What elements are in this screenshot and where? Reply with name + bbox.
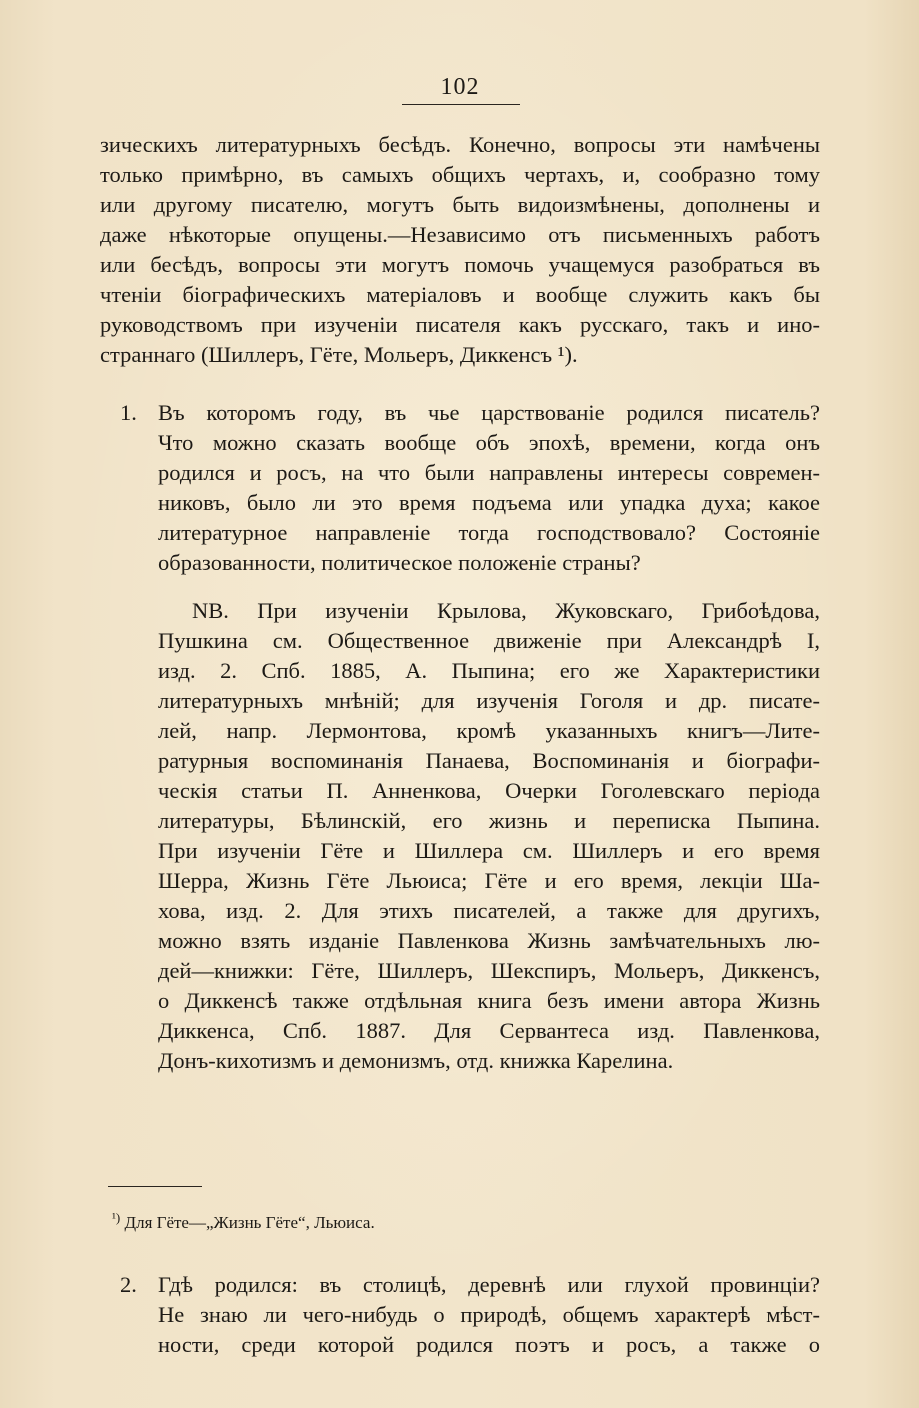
item-number: 1. (120, 400, 137, 425)
text-line: лей, напр. Лермонтова, кромѣ указанныхъ книгъ—Лите- (158, 718, 820, 743)
text-line: страннаго (Шиллеръ, Гёте, Мольеръ, Диккенсъ ¹). (100, 342, 578, 367)
footnote-text: Для Гёте—„Жизнь Гёте“, Льюиса. (124, 1213, 375, 1232)
text-line: литературы, Бѣлинскій, его жизнь и переписка Пыпина. (158, 808, 820, 833)
text-line: дей—книжки: Гёте, Шиллеръ, Шекспиръ, Мольеръ, Диккенсъ, (158, 958, 820, 983)
text-line: Шерра, Жизнь Гёте Льюиса; Гёте и его время, лекціи Ша- (158, 868, 820, 893)
header-rule (402, 104, 520, 105)
text-line: чтеніи біографическихъ матеріаловъ и вообще служить какъ бы (100, 282, 820, 307)
text-line: родился и росъ, на что были направлены интересы современ- (158, 460, 820, 485)
footnote-rule (108, 1186, 202, 1187)
item-number: 2. (120, 1272, 137, 1297)
text-line: изд. 2. Спб. 1885, А. Пыпина; его же Характеристики (158, 658, 820, 683)
text-line: или другому писателю, могутъ быть видоизмѣнены, дополнены и (100, 192, 820, 217)
text-line: Гдѣ родился: въ столицѣ, деревнѣ или глухой провинціи? (158, 1272, 820, 1297)
intro-paragraph (100, 130, 820, 370)
text-line: хова, изд. 2. Для этихъ писателей, а также для другихъ, (158, 898, 820, 923)
nb-note (100, 596, 820, 1076)
text-line: Не знаю ли чего-нибудь о природѣ, общемъ характерѣ мѣст- (158, 1302, 820, 1327)
text-line: никовъ, было ли это время подъема или упадка духа; какое (158, 490, 820, 515)
text-line: Что можно сказать вообще объ эпохѣ, времени, когда онъ (158, 430, 820, 455)
text-line: образованности, политическое положеніе страны? (158, 550, 641, 575)
text-line: руководствомъ при изученіи писателя какъ русскаго, такъ и ино- (100, 312, 820, 337)
text-line: литературное направленіе тогда господствовало? Состояніе (158, 520, 820, 545)
text-line: даже нѣкоторые опущены.—Независимо отъ письменныхъ работъ (100, 222, 820, 247)
text-line: или бесѣдъ, вопросы эти могутъ помочь учащемуся разобраться въ (100, 252, 820, 277)
text-line: ческія статьи П. Анненкова, Очерки Гоголевскаго періода (158, 778, 820, 803)
text-line: зическихъ литературныхъ бесѣдъ. Конечно, вопросы эти намѣчены (100, 132, 820, 157)
footnote-mark: ¹) (112, 1210, 121, 1225)
text-line: Пушкина см. Общественное движеніе при Александрѣ I, (158, 628, 820, 653)
text-line: NB. При изученіи Крылова, Жуковскаго, Грибоѣдова, (192, 598, 820, 623)
question-item-2 (100, 1270, 820, 1360)
text-line: о Диккенсѣ также отдѣльная книга безъ имени автора Жизнь (158, 988, 820, 1013)
text-line: ности, среди которой родился поэтъ и росъ, а также о (158, 1332, 820, 1357)
text-line: ратурныя воспоминанія Панаева, Воспоминанія и біографи- (158, 748, 820, 773)
text-line: Донъ-кихотизмъ и демонизмъ, отд. книжка Карелина. (158, 1048, 674, 1073)
footnote (112, 1206, 375, 1235)
text-line: Диккенса, Спб. 1887. Для Сервантеса изд. Павленкова, (158, 1018, 820, 1043)
text-line: Въ которомъ году, въ чье царствованіе родился писатель? (158, 400, 820, 425)
page-number: 102 (440, 74, 480, 100)
text-line: только примѣрно, въ самыхъ общихъ чертахъ, и, сообразно тому (100, 162, 820, 187)
text-line: литературныхъ мнѣній; для изученія Гоголя и др. писате- (158, 688, 820, 713)
text-line: можно взять изданіе Павленкова Жизнь замѣчательныхъ лю- (158, 928, 820, 953)
text-line: При изученіи Гёте и Шиллера см. Шиллеръ и его время (158, 838, 820, 863)
question-item-1 (100, 398, 820, 578)
